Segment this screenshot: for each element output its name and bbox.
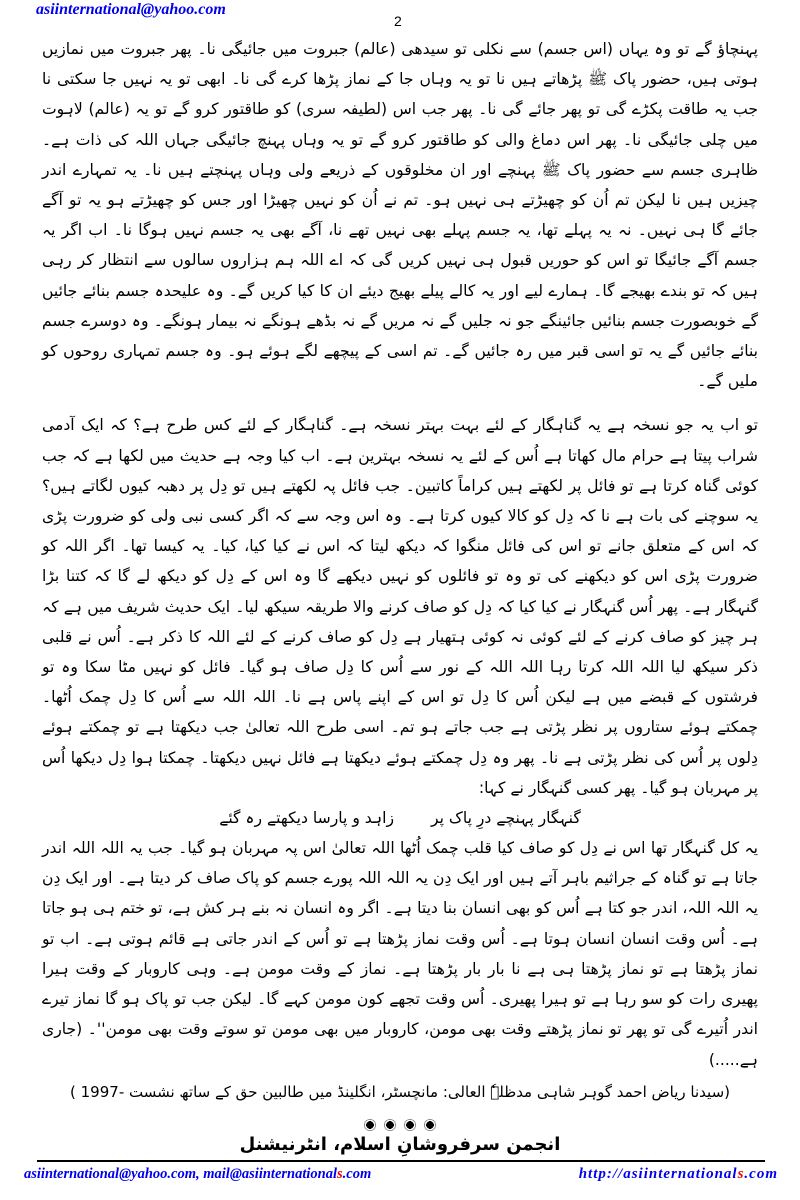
- url-prefix: http://asiinternational: [578, 1166, 738, 1182]
- verse-second-half: زاہد و پارسا دیکھتے رہ گئے: [219, 809, 394, 828]
- article-body: [42, 34, 758, 1075]
- url-highlight: s: [737, 1166, 745, 1182]
- page-number: 2: [394, 13, 402, 29]
- poetry-verse: [42, 803, 758, 833]
- ornament-divider: [0, 1119, 800, 1135]
- verse-first-half: گنہگار پہنچے درِ پاک پر: [430, 809, 581, 828]
- footer-emails: [24, 1166, 371, 1183]
- header-email-link[interactable]: asiinternational@yahoo.com: [36, 1, 226, 18]
- star-ornament-icon: [364, 1119, 376, 1131]
- paragraph: پہنچاؤ گے تو وہ یہاں (اس جسم) سے نکلی تو سیدھی (عالم) جبروت میں جائیگی نا۔ پھر جبروت میں نمازیں ہوتی ہیں، حضور پاک ﷺ پڑھاتے ہیں نا تو یہ وہاں جا کے نماز پڑھا کرے گی نا۔ ابھی تو یہ نہیں جا سکتی نا جب یہ طاقت پکڑے گی تو پھر جائے گی نا۔ پھر جب اس (لطیفہ سری) کو طاقتور کرو گے تو یہ (عالم) لاہوت میں چلی جائیگی نا۔ پھر اس دماغ والی کو طاقتور کرو گے تو یہ وہاں پہنچ جائیگی جہاں اللہ کی ذات ہے۔ ظاہری جسم سے حضور پاک ﷺ پہنچے اور ان مخلوقوں کے ذریعے ولی وہاں پہنچتے ہیں نا۔ یہ تمہارے اندر چیزیں ہیں نا لیکن تم اُن کو چھیڑتے ہی نہیں ہو۔ تم نے اُن کو نہیں چھیڑا اور جس کو چھیڑتے ہو یہ تو آگے جائے گا ہی نہیں۔ نہ یہ پہلے تھا، یہ جسم پہلے بھی نہیں تھے نا، آگے بھی یہ جسم نہیں ہوگا نا۔ اب اگر یہ جسم آگے جائیگا تو اس کو حوریں قبول ہی نہیں کریں گی کہ اے اللہ ہم ہزاروں سالوں سے انتظار کر رہی ہیں کہ تو بندے بھیجے گا۔ ہمارے لیے اور یہ کالے پیلے بھیج دیئے ان کا کیا کریں گے۔ وہ علیحدہ جسم بنائے جائیں گے خوبصورت جسم بنائیں جائینگے جو نہ جلیں گے نہ مریں گے نہ بڈھے ہونگے نہ بیمار ہونگے۔ وہ دوسرے جسم بنائے جائیں گے یہ تو اسی قبر میں رہ جائیں گے۔ تم اسی کے پیچھے لگے ہوئے ہو۔ وہ جسم تمہاری روحوں کو ملیں گے۔: [42, 40, 758, 391]
- footer-email-link-2[interactable]: [203, 1166, 371, 1182]
- email-2-highlight: s: [337, 1166, 343, 1182]
- paragraph: یہ کل گنہگار تھا اس نے دِل کو صاف کیا قلب چمک اُٹھا اللہ تعالیٰ اس پہ مہربان ہو گیا۔ جب یہ اللہ اللہ اندر جاتا ہے تو گناہ کے جراثیم باہر آتے ہیں اور ایک دِن یہ اللہ اللہ پورے جسم کو پاک صاف کر دیتا ہے۔ اور ایک دِن یہ اللہ اللہ، اندر جو کتا ہے اُس کو بھی انسان بنا دیتا ہے۔ اگر وہ انسان نہ بنے ہر کش ہے، تو ختم ہی ہو جاتا ہے۔ اُس وقت انسان انسان ہوتا ہے۔ اُس وقت نماز پڑھتا ہے تو اُس کے اندر جاتی ہے قائم ہوتی ہے۔ اب تو نماز پڑھتا ہے تو نماز پڑھتا ہی ہے نا بار بار پڑھتا ہے۔ نماز کے وقت مومن ہے۔ وہی کاروبار کے وقت ہیرا پھیری رات کو سو رہا ہے تو ہیرا پھیری۔ اُس وقت تجھے کون مومن کہے گا۔ لیکن جب تو پاک ہو گا نماز تیرے اندر اُتیرے گی تو پھر تو نماز پڑھتے وقت بھی مومن، کاروبار میں بھی مومن تو سوتے وقت بھی مومن''۔ (جاری ہے.....): [42, 839, 758, 1069]
- paragraph: تو اب یہ جو نسخہ ہے یہ گناہگار کے لئے بہت بہتر نسخہ ہے۔ گناہگار کے لئے کس طرح ہے؟ کہ ایک آدمی شراب پیتا ہے حرام مال کھاتا ہے اُس کے لئے یہ نسخہ بہترین ہے۔ اب کیا وجہ ہے حدیث میں لکھا ہے کہ جب کوئی گناہ کرتا ہے تو فائل پر لکھتے ہیں کراماً کاتبین۔ جب فائل پہ لکھتے ہیں تو دِل پر دھبہ کیوں لگاتے ہیں؟ یہ سوچنے کی بات ہے نا کہ دِل کو کالا کیوں کرتا ہے۔ وہ اس وجہ سے کہ اگر کسی نبی ولی کو ضرورت پڑی کہ اس کے متعلق جانے تو اس کی فائل منگوا کہ دیکھ لیتا کہ اس نے کیا کیا، کیا۔ یہ کیسا تھا۔ اگر اللہ کو ضرورت پڑی اس کو دیکھنے کی تو وہ تو فائلوں کو نہیں دیکھے گا وہ اس کے دِل کو دیکھ لے گا کہ کتنا بڑا گنہگار ہے۔ پھر اُس گنہگار نے کیا کیا کہ دِل کو صاف کرنے والا طریقہ سیکھ لیا۔ ایک حدیث شریف میں ہے کہ ہر چیز کو صاف کرنے کے لئے کوئی نہ کوئی ہتھیار ہے دِل کو صاف کرنے کے لئے اللہ کا ذکر ہے۔ اُس نے قلبی ذکر سیکھ لیا اللہ اللہ کرتا رہا اللہ اللہ کے نور سے اُس کا دِل صاف ہو گیا۔ فائل کو نہیں مٹا سکا وہ تو فرشتوں کے قبضے میں ہے لیکن اُس کا دِل تو اس کے اپنے پاس ہے نا۔ اللہ اللہ سے اُس کا دِل چمک اُٹھا۔ چمکتے ہوئے ستاروں پر نظر پڑتی ہے جب جاتے ہو تم۔ اسی طرح اللہ تعالیٰ جب دیکھتا ہے تو چمکتے ہوئے دِلوں پر اُس کی نظر پڑتی ہے نا۔ پھر وہ دِل چمکتے ہوئے دیکھتا ہے فائل نہیں دیکھتا۔ چمکتا ہوا دِل دیکھا اُس پر مہربان ہو گیا۔ پھر کسی گنہگار نے کہا:: [42, 416, 758, 797]
- footer-divider: [37, 1160, 765, 1162]
- organization-name: انجمن سرفروشانِ اسلام، انٹرنیشنل: [239, 1134, 561, 1155]
- star-ornament-icon: [384, 1119, 396, 1131]
- star-ornament-icon: [404, 1119, 416, 1131]
- footer-website-link[interactable]: [579, 1166, 778, 1183]
- url-suffix: .com: [744, 1166, 778, 1182]
- email-2-suffix: .com: [342, 1166, 372, 1182]
- star-ornament-icon: [424, 1119, 436, 1131]
- email-separator: ,: [196, 1166, 204, 1182]
- paragraph-spacer: [42, 396, 758, 410]
- footer-email-link-1[interactable]: asiinternational@yahoo.com: [24, 1166, 196, 1182]
- source-citation: (سیدنا ریاض احمد گوہر شاہی مدظلہٗ العالی: مانچسٹر، انگلینڈ میں طالبین حق کے ساتھ نشست -1997 ): [70, 1083, 730, 1101]
- email-2-prefix: mail@asiinternational: [203, 1166, 337, 1182]
